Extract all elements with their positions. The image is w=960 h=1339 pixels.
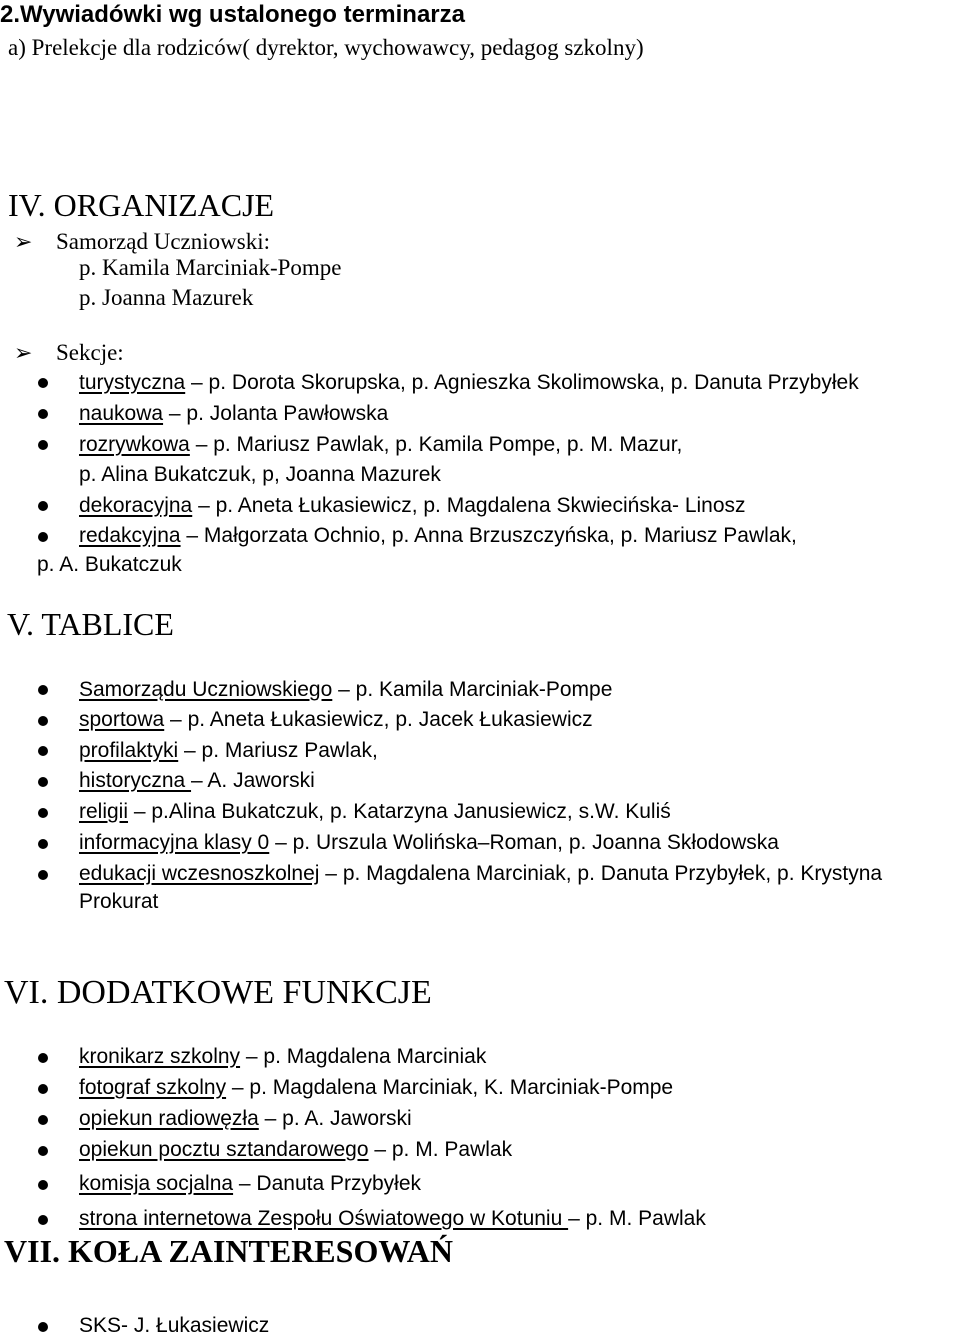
- arrow-bullet-icon: ➢: [14, 229, 33, 254]
- list-item: strona internetowa Zespołu Oświatowego w Kotuniu – p. M. Pawlak: [79, 1207, 706, 1230]
- samorzad-person: p. Kamila Marciniak-Pompe: [79, 255, 342, 280]
- bullet-icon: [38, 685, 48, 695]
- samorzad-person: p. Joanna Mazurek: [79, 285, 254, 310]
- bullet-icon: [38, 1084, 48, 1094]
- bullet-icon: [38, 746, 48, 756]
- list-item: Samorządu Uczniowskiego – p. Kamila Marciniak-Pompe: [79, 678, 613, 701]
- list-item: profilaktyki – p. Mariusz Pawlak,: [79, 739, 378, 762]
- list-item-continuation: Prokurat: [79, 890, 159, 913]
- heading-2-subtitle: a) Prelekcje dla rodziców( dyrektor, wychowawcy, pedagog szkolny): [8, 35, 644, 60]
- sekcje-title: Sekcje:: [56, 340, 124, 365]
- list-item: SKS- J. Łukasiewicz: [79, 1314, 270, 1337]
- list-item: kronikarz szkolny – p. Magdalena Marciniak: [79, 1045, 487, 1068]
- list-item: opiekun radiowęzła – p. A. Jaworski: [79, 1107, 412, 1130]
- list-item: informacyjna klasy 0 – p. Urszula Wolińska–Roman, p. Joanna Skłodowska: [79, 831, 779, 854]
- samorzad-title: Samorząd Uczniowski:: [56, 229, 270, 254]
- bullet-icon: [38, 501, 48, 511]
- bullet-icon: [38, 808, 48, 818]
- bullet-icon: [38, 870, 48, 880]
- list-item: edukacji wczesnoszkolnej – p. Magdalena Marciniak, p. Danuta Przybyłek, p. Krystyna: [79, 862, 883, 885]
- sekcje-heading: [14, 340, 124, 366]
- bullet-icon: [38, 1146, 48, 1156]
- bullet-icon: [38, 1053, 48, 1063]
- list-item: sportowa – p. Aneta Łukasiewicz, p. Jacek Łukasiewicz: [79, 708, 593, 731]
- bullet-icon: [38, 378, 48, 388]
- bullet-icon: [38, 440, 48, 450]
- list-item: historyczna – A. Jaworski: [79, 769, 315, 792]
- list-item: redakcyjna – Małgorzata Ochnio, p. Anna Brzuszczyńska, p. Mariusz Pawlak,: [79, 524, 797, 547]
- bullet-icon: [38, 1215, 48, 1225]
- list-item: turystyczna – p. Dorota Skorupska, p. Agnieszka Skolimowska, p. Danuta Przybyłek: [79, 371, 859, 394]
- section-iv-title: IV. ORGANIZACJE: [8, 187, 275, 223]
- list-item: naukowa – p. Jolanta Pawłowska: [79, 402, 389, 425]
- samorzad-heading: [14, 229, 270, 255]
- list-item: religii – p.Alina Bukatczuk, p. Katarzyna Janusiewicz, s.W. Kuliś: [79, 800, 671, 823]
- bullet-icon: [38, 409, 48, 419]
- bullet-icon: [38, 532, 48, 542]
- bullet-icon: [38, 839, 48, 849]
- list-item: komisja socjalna – Danuta Przybyłek: [79, 1172, 422, 1195]
- list-item-continuation: p. A. Bukatczuk: [37, 553, 182, 576]
- bullet-icon: [38, 1322, 48, 1332]
- heading-2: 2.Wywiadówki wg ustalonego terminarza: [0, 1, 465, 28]
- list-item: opiekun pocztu sztandarowego – p. M. Pawlak: [79, 1138, 513, 1161]
- bullet-icon: [38, 777, 48, 787]
- bullet-icon: [38, 716, 48, 726]
- bullet-icon: [38, 1180, 48, 1190]
- section-vi-title: VI. DODATKOWE FUNKCJE: [4, 974, 432, 1011]
- bullet-icon: [38, 1115, 48, 1125]
- list-item: rozrywkowa – p. Mariusz Pawlak, p. Kamila Pompe, p. M. Mazur,: [79, 433, 683, 456]
- section-vii-title: VII. KOŁA ZAINTERESOWAŃ: [4, 1233, 453, 1269]
- arrow-bullet-icon: ➢: [14, 340, 33, 365]
- section-v-title: V. TABLICE: [7, 606, 174, 642]
- list-item: dekoracyjna – p. Aneta Łukasiewicz, p. Magdalena Skwiecińska- Linosz: [79, 494, 746, 517]
- list-item-continuation: p. Alina Bukatczuk, p, Joanna Mazurek: [79, 463, 441, 486]
- list-item: fotograf szkolny – p. Magdalena Marciniak, K. Marciniak-Pompe: [79, 1076, 674, 1099]
